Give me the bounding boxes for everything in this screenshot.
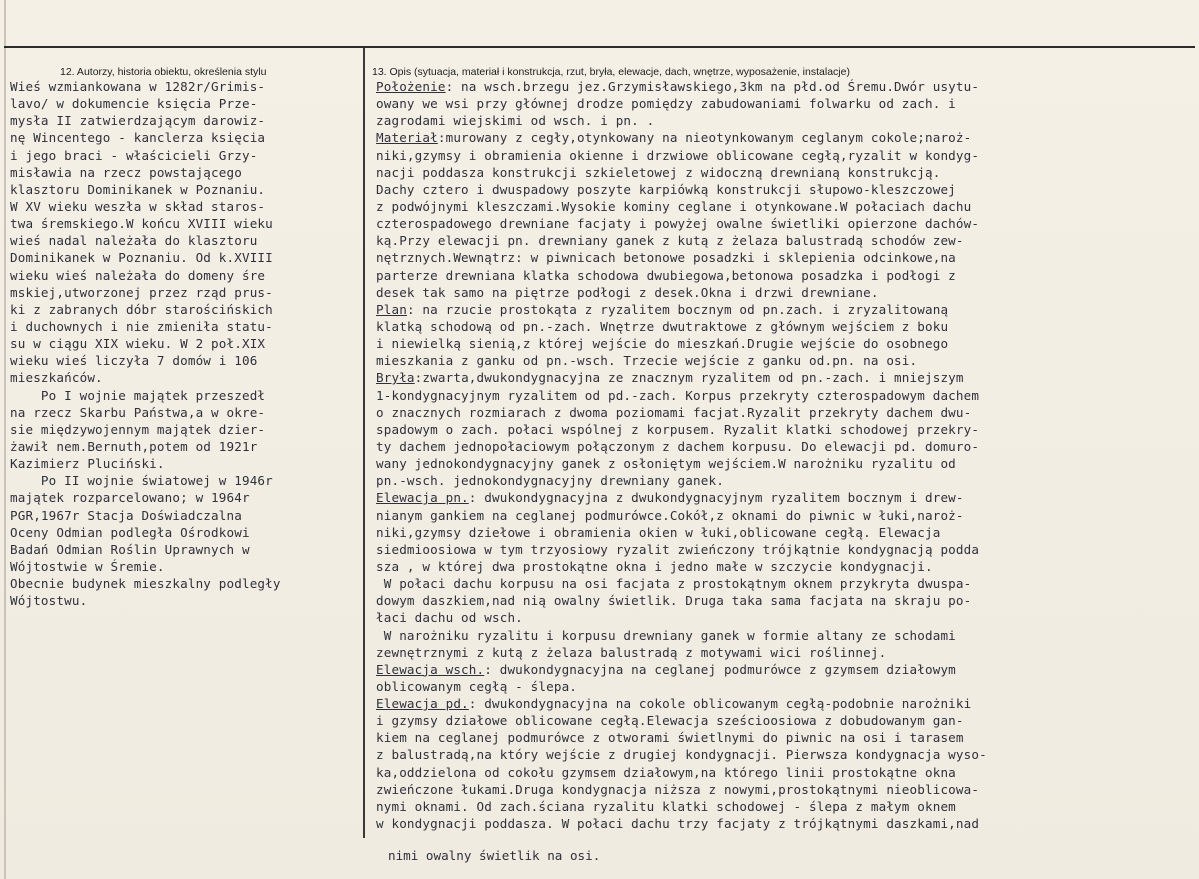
history-text-line: Wójtostwu. <box>10 593 88 609</box>
description-text-line: 1-kondygnacyjnym ryzalitem od pd.-zach. Korpus przekryty czterospadowym dachem <box>376 387 980 403</box>
description-text-line: Elewacja wsch.: dwukondygnacyjna na ceglanej podmurówce z gzymsem działowym <box>376 661 956 677</box>
history-text-line: i jego braci - właścicieli Grzy- <box>10 147 258 163</box>
history-text-line: su w ciągu XIX wieku. W 2 poł.XIX <box>10 336 266 352</box>
section-label: Położenie <box>376 79 446 94</box>
description-text-line: i niewielką sienią,z której wejście do mieszkań.Drugie wejście do osobnego <box>376 336 949 352</box>
history-text-line: nę Wincentego - kanclerza księcia <box>10 130 266 146</box>
description-text-line: i gzymsy działowe oblicowane cegłą.Elewacja sześcioosiowa z dobudowanym gan- <box>376 713 964 729</box>
description-text-line: parterze drewniana klatka schodowa dwubiegowa,betonowa posadzka i podłogi z <box>376 267 956 283</box>
history-column <box>10 78 360 609</box>
description-text-line: klatką schodową od pn.-zach. Wnętrze dwutraktowe z głównym wejściem z boku <box>376 318 949 334</box>
section-label: Bryła <box>376 370 415 386</box>
history-text-line: Po II wojnie światowej w 1946r <box>10 473 273 489</box>
history-text-line: PGR,1967r Stacja Doświadczalna <box>10 507 242 523</box>
description-text-line: Położenie: na wsch.brzegu jez.Grzymisławskiego,3km na płd.od Śremu.Dwór usytu- <box>376 79 980 94</box>
history-text-line: Badań Odmian Roślin Uprawnych w <box>10 541 250 557</box>
history-text-line: twa śremskiego.W końcu XVIII wieku <box>10 216 273 232</box>
description-text-line: ty dachem jednopołaciowym połączonym z dachem korpusu. Do elewacji pd. domuro- <box>376 438 980 454</box>
description-column <box>376 78 1196 832</box>
description-text-line: kiem na ceglanej podmurówce z otworami świetlnymi do piwnic na osi i tarasem <box>376 730 964 746</box>
description-text-line: oblicowanym cegłą - ślepa. <box>376 678 578 694</box>
description-text-line: spadowym o zach. połaci wspólnej z korpusem. Ryzalit klatki schodowej przekry- <box>376 421 980 437</box>
history-text-line: W XV wieku weszła w skład staros- <box>10 198 266 214</box>
description-text-line: nymi oknami. Od zach.ściana ryzalitu klatki schodowej - ślepa z małym oknem <box>376 798 956 814</box>
description-text-line: z podwójnymi kleszczami.Wysokie kominy ceglane i otynkowane.W połaciach dachu <box>376 198 972 214</box>
description-text-line: W narożniku ryzalitu i korpusu drewniany ganek w formie altany ze schodami <box>376 627 956 643</box>
history-text-line: wieś nadal należała do klasztoru <box>10 233 258 249</box>
description-text-line: Elewacja pd.: dwukondygnacyjna na cokole oblicowanym cegłą-podobnie narożniki <box>376 696 972 712</box>
history-text-line: i duchownych i nie zmieniła statu- <box>10 318 273 334</box>
section-13-heading: 13. Opis (sytuacja, materiał i konstrukcja, rzut, bryła, elewacje, dach, wnętrze, wyposażenie, instalacje) <box>372 66 850 78</box>
description-text-line: Bryła:zwarta,dwukondygnacyjna ze znacznym ryzalitem od pn.-zach. i mniejszym <box>376 370 964 386</box>
history-text-line: mieszkańców. <box>10 370 103 386</box>
history-text-line: majątek rozparcelowano; w 1964r <box>10 490 250 506</box>
description-text-line: desek tak samo na piętrze podłogi z desek.Okna i drzwi drewniane. <box>376 284 879 300</box>
history-text-line: sie międzywojennym majątek dzier- <box>10 421 266 437</box>
description-text-line: zewnętrznymi z kutą z żelaza balustradą z motywami wici roślinnej. <box>376 644 887 660</box>
history-text-line: ki z zabranych dóbr starościńskich <box>10 301 273 317</box>
history-text-line: mskiej,utworzonej przez rząd prus- <box>10 284 273 300</box>
section-label: Materiał <box>376 130 438 146</box>
description-text-line: wany jednokondygnacyjny ganek z osłoniętym wejściem.W narożniku ryzalitu od <box>376 456 956 472</box>
description-text-line: W połaci dachu korpusu na osi facjata z prostokątnym oknem przykryta dwuspa- <box>376 576 972 592</box>
column-divider <box>363 48 365 838</box>
history-text-line: misławia na rzecz powstającego <box>10 164 242 180</box>
history-text-line: Dominikanek w Poznaniu. Od k.XVIII <box>10 250 273 266</box>
description-text-line: nacji poddasza konstrukcji szkieletowej z widoczną drewnianą konstrukcją. <box>376 164 941 180</box>
history-text-line: Obecnie budynek mieszkalny podległy <box>10 576 281 592</box>
history-text-line: lavo/ w dokumencie księcia Prze- <box>10 96 258 112</box>
history-text-line: klasztoru Dominikanek w Poznaniu. <box>10 181 266 197</box>
history-text-line: Wójtostwie w Śremie. <box>10 558 165 574</box>
description-text-line: Plan: na rzucie prostokąta z ryzalitem bocznym od pn.zach. i zryzalitowaną <box>376 301 949 317</box>
description-text-line: Elewacja pn.: dwukondygnacyjna z dwukondygnacyjnym ryzalitem bocznym i drew- <box>376 490 964 506</box>
description-text-line: owany we wsi przy głównej drodze pomiędzy zabudowaniami folwarku od zach. i <box>376 96 956 112</box>
history-text-line: Oceny Odmian podległa Ośrodkowi <box>10 524 250 540</box>
history-text-line: Po I wojnie majątek przeszedł <box>10 387 266 403</box>
history-text-line: Wieś wzmiankowana w 1282r/Grimis- <box>10 79 266 94</box>
section-label: Elewacja pn. <box>376 490 469 506</box>
page-edge <box>4 0 6 879</box>
description-text-line: sza , w której dwa prostokątne okna i jedno małe w szczycie kondygnacji. <box>376 558 933 574</box>
description-text-line: zagrodami wiejskimi od wsch. i pn. . <box>376 113 655 129</box>
description-text-line: nianym gankiem na ceglanej podmurówce.Cokół,z oknami do piwnic w łuki,naroż- <box>376 507 964 523</box>
description-text-line: z balustradą,na który wejście z drugiej kondygnacji. Pierwsza kondygnacja wyso- <box>376 747 987 763</box>
description-text-line: łaci dachu od wsch. <box>376 610 523 626</box>
history-text-line: żawił nem.Bernuth,potem od 1921r <box>10 438 258 454</box>
description-text-line: niki,gzymsy i obramienia okienne i drzwiowe oblicowane cegłą,ryzalit w kondyg- <box>376 147 980 163</box>
description-tail-line: nimi owalny świetlik na osi. <box>388 848 601 863</box>
section-label: Plan <box>376 301 407 317</box>
history-text-line: na rzecz Skarbu Państwa,a w okre- <box>10 404 266 420</box>
history-text-line: wieku wieś należała do domeny śre <box>10 267 266 283</box>
description-text-line: zwieńczone łukami.Druga kondygnacja niższa z nowymi,prostokątnymi nieoblicowa- <box>376 781 980 797</box>
description-text-line: Materiał:murowany z cegły,otynkowany na nieotynkowanym ceglanym cokole;naroż- <box>376 130 972 146</box>
description-text-line: Dachy cztero i dwuspadowy poszyte karpiówką konstrukcji słupowo-kleszczowej <box>376 181 956 197</box>
description-text-line: w kondygnacji poddasza. W połaci dachu trzy facjaty z trójkątnymi daszkami,nad <box>376 816 980 832</box>
history-text-line: mysła II zatwierdzającym darowiz- <box>10 113 266 129</box>
history-text-line: wieku wieś liczyła 7 domów i 106 <box>10 353 258 369</box>
description-text-line: mieszkania z ganku od pn.-wsch. Trzecie wejście z ganku od.pn. na osi. <box>376 353 918 369</box>
section-12-heading: 12. Autorzy, historia obiektu, określenia stylu <box>60 66 267 78</box>
description-text-line: dowym daszkiem,nad nią owalny świetlik. Druga taka sama facjata na skraju po- <box>376 593 972 609</box>
top-divider <box>4 46 1195 48</box>
section-label: Elewacja pd. <box>376 696 469 712</box>
description-text-line: nętrznych.Wewnątrz: w piwnicach betonowe posadzki i sklepienia odcinkowe,na <box>376 250 956 266</box>
description-text-line: siedmioosiowa w tym trzyosiowy ryzalit zwieńczony trójkątnie kondygnacją podda <box>376 541 980 557</box>
description-text-line: ka,oddzielona od cokołu gzymsem działowym,na którego linii prostokątne okna <box>376 764 956 780</box>
description-text-line: o znacznych rozmiarach z dwoma poziomami facjat.Ryzalit przekryty dachem dwu- <box>376 404 972 420</box>
description-text-line: niki,gzymsy dziełowe i obramienia okien w łuki,oblicowane cegłą. Elewacja <box>376 524 941 540</box>
description-text-line: ką.Przy elewacji pn. drewniany ganek z kutą z żelaza balustradą schodów zew- <box>376 233 964 249</box>
description-text-line: pn.-wsch. jednokondygnacyjny drewniany ganek. <box>376 473 724 489</box>
description-text-line: czterospadowego drewniane facjaty i powyżej owalne świetliki opierzone dachów- <box>376 216 980 232</box>
history-text-line: Kazimierz Pluciński. <box>10 456 165 472</box>
section-label: Elewacja wsch. <box>376 661 485 677</box>
